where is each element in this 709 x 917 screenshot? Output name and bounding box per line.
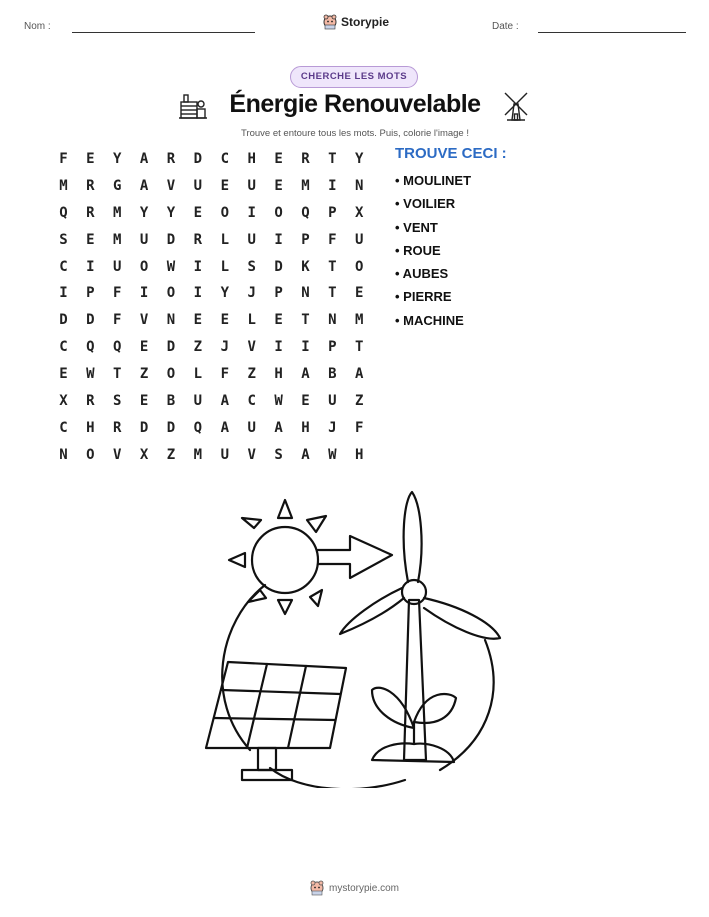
grid-cell[interactable]: I [59, 285, 68, 302]
grid-cell[interactable]: U [328, 393, 337, 410]
grid-cell[interactable]: I [274, 231, 283, 248]
grid-cell[interactable]: L [220, 231, 229, 248]
grid-cell[interactable]: N [355, 177, 364, 194]
grid-cell[interactable]: C [59, 258, 68, 275]
grid-cell[interactable]: N [301, 285, 310, 302]
word-list-item: • VOILIER [395, 196, 456, 212]
grid-cell[interactable]: F [220, 366, 229, 383]
grid-cell[interactable]: Q [113, 339, 122, 356]
grid-cell[interactable]: S [247, 258, 256, 275]
grid-cell[interactable]: H [355, 446, 364, 463]
grid-cell[interactable]: D [193, 151, 203, 167]
grid-cell[interactable]: A [220, 393, 229, 410]
word-list [395, 172, 471, 335]
grid-cell[interactable]: R [86, 393, 95, 410]
grid-cell[interactable]: D [166, 231, 176, 248]
grid-cell[interactable]: R [86, 177, 95, 194]
grid-cell[interactable]: G [113, 177, 122, 194]
grid-cell[interactable]: U [247, 177, 256, 194]
grid-cell[interactable]: V [113, 446, 122, 463]
grid-cell[interactable]: I [247, 204, 256, 221]
grid-cell[interactable]: A [139, 151, 149, 167]
grid-cell[interactable]: B [166, 393, 176, 410]
grid-cell[interactable]: F [59, 151, 68, 167]
word-list-item: • MACHINE [395, 312, 464, 328]
grid-cell[interactable]: I [328, 177, 337, 194]
grid-cell[interactable]: S [274, 446, 283, 463]
renewable-energy-illustration [200, 488, 510, 788]
grid-cell[interactable]: A [220, 419, 229, 436]
grid-cell[interactable]: I [139, 285, 149, 302]
footer [0, 880, 709, 896]
grid-cell[interactable]: P [274, 285, 283, 302]
grid-cell[interactable]: E [86, 151, 95, 167]
grid-cell[interactable]: B [328, 366, 337, 383]
word-search-grid [50, 146, 373, 469]
grid-cell[interactable]: E [139, 339, 149, 356]
grid-cell[interactable]: C [220, 151, 229, 167]
grid-cell[interactable]: M [193, 446, 203, 463]
grid-cell[interactable]: Z [193, 339, 203, 356]
grid-cell[interactable]: R [193, 231, 203, 248]
grid-cell[interactable]: I [301, 339, 310, 356]
grid-cell[interactable]: V [139, 312, 149, 329]
grid-cell[interactable]: Q [86, 339, 95, 356]
grid-cell[interactable]: E [355, 285, 364, 302]
grid-cell[interactable]: X [59, 393, 68, 410]
word-list-title: TROUVE CECI : [395, 145, 507, 162]
grid-cell[interactable]: R [301, 151, 310, 167]
grid-cell[interactable]: A [274, 419, 283, 436]
brand [323, 14, 389, 30]
storypie-logo-icon [323, 14, 337, 30]
grid-cell[interactable]: M [301, 177, 310, 194]
grid-cell[interactable]: E [301, 393, 310, 410]
grid-cell[interactable]: O [274, 204, 283, 221]
grid-cell[interactable]: U [193, 393, 203, 410]
grid-cell[interactable]: H [86, 419, 95, 436]
name-label: Nom : [24, 21, 51, 32]
grid-cell[interactable]: E [274, 151, 283, 167]
grid-cell[interactable]: N [59, 446, 68, 463]
grid-cell[interactable]: H [274, 366, 283, 383]
grid-cell[interactable]: E [274, 177, 283, 194]
grid-cell[interactable]: E [193, 204, 203, 221]
grid-cell[interactable]: R [166, 151, 176, 167]
grid-cell[interactable]: U [247, 231, 256, 248]
grid-cell[interactable]: O [355, 258, 364, 275]
grid-cell[interactable]: D [274, 258, 283, 275]
grid-cell[interactable]: I [274, 339, 283, 356]
grid-cell[interactable]: M [59, 177, 68, 194]
word-list-item: • PIERRE [395, 289, 452, 305]
grid-cell[interactable]: L [220, 258, 229, 275]
grid-cell[interactable]: Y [166, 204, 176, 221]
activity-badge: CHERCHE LES MOTS [290, 66, 418, 88]
grid-cell[interactable]: Q [193, 419, 203, 436]
grid-cell[interactable]: I [193, 285, 203, 302]
grid-cell[interactable]: P [328, 339, 337, 356]
grid-cell[interactable]: X [139, 446, 149, 463]
word-list-item: • ROUE [395, 242, 441, 258]
grid-cell[interactable]: Y [220, 285, 229, 302]
name-line[interactable] [72, 32, 255, 33]
page-title: Énergie Renouvelable [229, 90, 481, 118]
grid-cell[interactable]: X [355, 204, 364, 221]
grid-cell[interactable]: T [328, 258, 337, 275]
grid-cell[interactable]: E [274, 312, 283, 329]
grid-cell[interactable]: S [113, 393, 122, 410]
grid-cell[interactable]: E [220, 312, 229, 329]
grid-cell[interactable]: E [220, 177, 229, 194]
grid-cell[interactable]: W [86, 366, 95, 383]
word-list-item: • MOULINET [395, 173, 472, 188]
grid-cell[interactable]: W [328, 446, 337, 463]
grid-cell[interactable]: P [328, 204, 337, 221]
grid-cell[interactable]: I [86, 258, 95, 275]
grid-cell[interactable]: A [355, 366, 364, 383]
grid-cell[interactable]: Q [301, 204, 310, 221]
grid-cell[interactable]: D [86, 312, 95, 329]
grid-cell[interactable]: T [328, 285, 337, 302]
grid-cell[interactable]: Z [166, 446, 176, 463]
grid-cell[interactable]: M [113, 231, 122, 248]
grid-cell[interactable]: W [274, 393, 283, 410]
grid-cell[interactable]: U [113, 258, 122, 275]
grid-cell[interactable]: N [166, 312, 176, 329]
grid-cell[interactable]: C [59, 419, 68, 436]
grid-cell[interactable]: D [139, 419, 149, 436]
factory-icon [178, 92, 208, 122]
date-label: Date : [492, 21, 519, 32]
grid-cell[interactable]: E [86, 231, 95, 248]
grid-cell[interactable]: U [193, 177, 203, 194]
grid-cell[interactable]: E [59, 366, 68, 383]
grid-cell[interactable]: F [113, 312, 122, 329]
grid-cell[interactable]: E [139, 393, 149, 410]
grid-cell[interactable]: V [247, 446, 256, 463]
grid-cell[interactable]: K [301, 258, 310, 275]
grid-cell[interactable]: T [328, 151, 337, 167]
grid-cell[interactable]: O [166, 285, 176, 302]
grid-cell[interactable]: U [247, 419, 256, 436]
storypie-logo-icon [310, 880, 324, 896]
grid-cell[interactable]: L [193, 366, 203, 383]
grid-cell[interactable]: P [86, 285, 95, 302]
grid-cell[interactable]: O [139, 258, 149, 275]
grid-cell[interactable]: P [301, 231, 310, 248]
grid-cell[interactable]: J [328, 419, 337, 436]
grid-cell[interactable]: S [59, 231, 68, 248]
grid-cell[interactable]: T [301, 312, 310, 329]
brand-name: Storypie [341, 15, 390, 29]
grid-cell[interactable]: M [355, 312, 364, 329]
windmill-icon [501, 90, 531, 122]
grid-cell[interactable]: Z [139, 366, 149, 383]
word-list-item: • VENT [395, 219, 438, 235]
grid-cell[interactable]: V [247, 339, 256, 356]
grid-cell[interactable]: C [247, 393, 256, 410]
grid-cell[interactable]: Q [59, 204, 68, 221]
grid-cell[interactable]: N [328, 312, 337, 329]
grid-cell[interactable]: U [139, 231, 149, 248]
grid-cell[interactable]: V [166, 177, 176, 194]
grid-cell[interactable]: A [301, 446, 310, 463]
grid-cell[interactable]: C [59, 339, 68, 356]
grid-cell[interactable]: I [193, 258, 203, 275]
grid-cell[interactable]: F [113, 285, 122, 302]
grid-cell[interactable]: A [301, 366, 310, 383]
grid-cell[interactable]: Y [355, 151, 364, 167]
grid-cell[interactable]: U [220, 446, 229, 463]
grid-cell[interactable]: H [301, 419, 310, 436]
instructions: Trouve et entoure tous les mots. Puis, colorie l'image ! [241, 128, 469, 139]
grid-cell[interactable]: Y [113, 151, 122, 167]
grid-cell[interactable]: R [86, 204, 95, 221]
footer-url[interactable]: mystorypie.com [328, 882, 399, 894]
grid-cell[interactable]: J [220, 339, 229, 356]
grid-cell[interactable]: O [166, 366, 176, 383]
grid-cell[interactable]: J [247, 285, 256, 302]
grid-cell[interactable]: Z [355, 393, 364, 410]
grid-cell[interactable]: Y [139, 204, 149, 221]
grid-cell[interactable]: H [247, 151, 256, 167]
word-list-item: • AUBES [395, 266, 449, 282]
grid-cell[interactable]: O [86, 446, 95, 463]
grid-cell[interactable]: L [247, 312, 256, 329]
grid-cell[interactable]: D [59, 312, 68, 329]
grid-cell[interactable]: T [355, 339, 364, 356]
grid-cell[interactable]: W [166, 258, 176, 275]
grid-cell[interactable]: O [220, 204, 229, 221]
grid-cell[interactable]: A [139, 177, 149, 194]
grid-cell[interactable]: T [113, 366, 122, 383]
grid-cell[interactable]: D [166, 419, 176, 436]
grid-cell[interactable]: R [113, 419, 122, 436]
grid-cell[interactable]: Z [247, 366, 256, 383]
date-line[interactable] [538, 32, 686, 33]
grid-cell[interactable]: F [328, 231, 337, 248]
grid-cell[interactable]: D [166, 339, 176, 356]
grid-cell[interactable]: U [355, 231, 364, 248]
grid-cell[interactable]: M [113, 204, 122, 221]
grid-cell[interactable]: F [355, 419, 364, 436]
grid-cell[interactable]: E [193, 312, 203, 329]
